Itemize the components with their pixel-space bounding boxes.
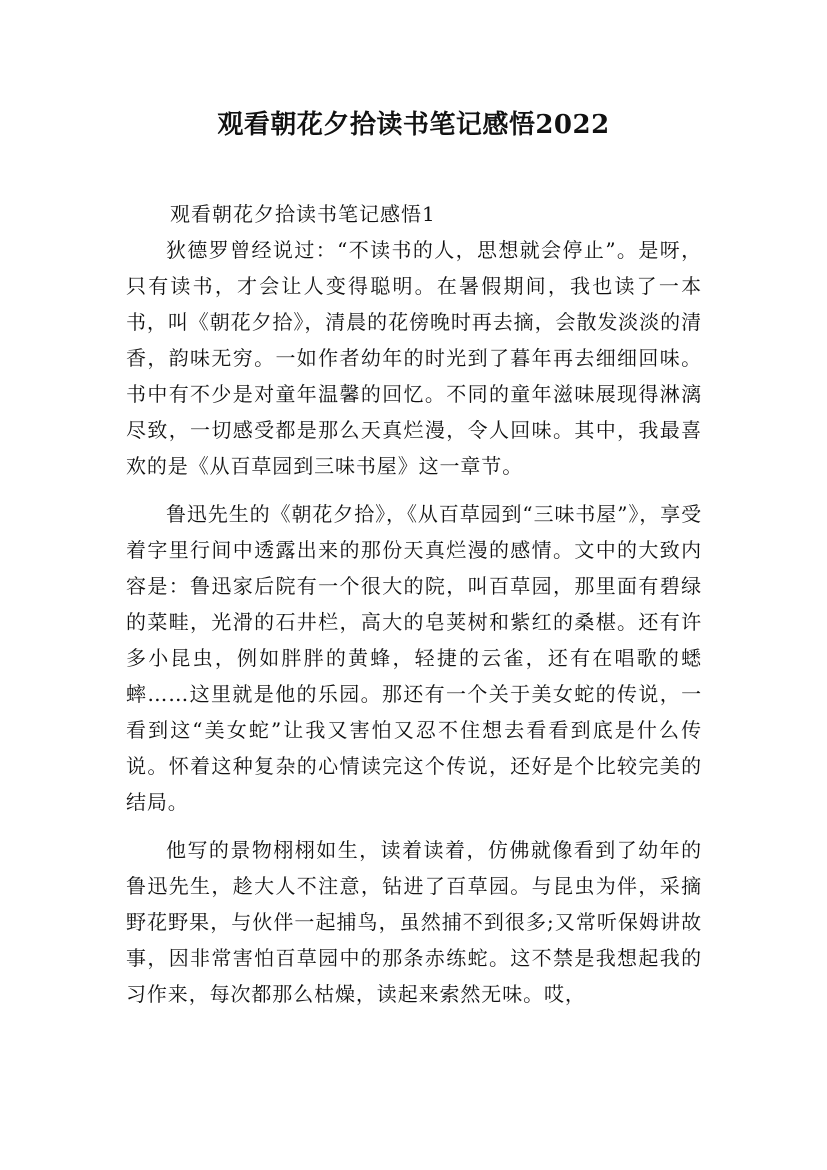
paragraph: 鲁迅先生的《朝花夕拾》，《从百草园到“三味书屋”》，享受着字里行间中透露出来的那份天真烂漫的感情。文中的大致内容是：鲁迅家后院有一个很大的院，叫百草园，那里面有碧绿的菜畦，光滑的石井栏，高大的皂荚树和紫红的桑椹。还有许多小昆虫，例如胖胖的黄蜂，轻捷的云雀，还有在唱歌的蟋蟀……这里就是他的乐园。那还有一个关于美女蛇的传说，一看到这“美女蛇”让我又害怕又忍不住想去看看到底是什么传说。怀着这种复杂的心情读完这个传说，还好是个比较完美的结局。 — [126, 502, 702, 814]
paragraph: 他写的景物栩栩如生，读着读着，仿佛就像看到了幼年的鲁迅先生，趁大人不注意，钻进了百草园。与昆虫为伴，采摘野花野果，与伙伴一起捕鸟，虽然捕不到很多;又常听保姆讲故事，因非常害怕百草园中的那条赤练蛇。这不禁是我想起我的习作来，每次都那么枯燥，读起来索然无味。哎， — [126, 838, 702, 1006]
paragraph: 狄德罗曾经说过：“不读书的人，思想就会停止”。是呀，只有读书，才会让人变得聪明。在暑假期间，我也读了一本书，叫《朝花夕拾》，清晨的花傍晚时再去摘，会散发淡淡的清香，韵味无穷。一如作者幼年的时光到了暮年再去细细回味。书中有不少是对童年温馨的回忆。不同的童年滋味展现得淋漓尽致，一切感受都是那么天真烂漫，令人回味。其中，我最喜欢的是《从百草园到三味书屋》这一章节。 — [126, 238, 702, 478]
document-body — [126, 232, 702, 1024]
document-title: 观看朝花夕拾读书笔记感悟2022 — [217, 110, 610, 140]
section-heading: 观看朝花夕拾读书笔记感悟1 — [170, 202, 436, 226]
